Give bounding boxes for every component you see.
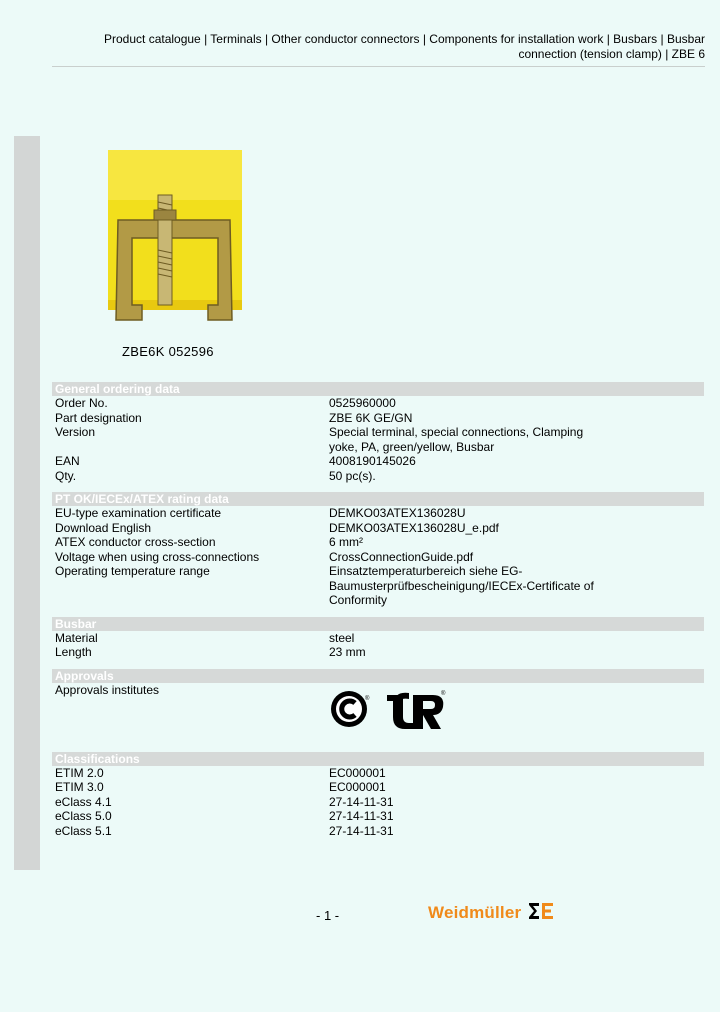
- row-label: eClass 4.1: [55, 794, 112, 809]
- row-label: ETIM 3.0: [55, 780, 104, 794]
- approval-logos: [329, 683, 594, 743]
- row-value: EC000001: [329, 765, 386, 780]
- table-row: [52, 795, 704, 810]
- csa-logo: [329, 687, 373, 731]
- table-row: [52, 535, 704, 550]
- row-label: Order No.: [55, 396, 108, 410]
- section-header: Classifications: [52, 752, 704, 766]
- breadcrumb: Product catalogue | Terminals | Other conductor connectors | Components for installation work | Busbars | Busbar connection (tension clamp) | ZBE 6: [104, 32, 705, 61]
- section-busbar: [52, 617, 704, 660]
- row-value: ZBE 6K GE/GN: [329, 410, 413, 425]
- row-label: eClass 5.0: [55, 809, 112, 823]
- row-value: 0525960000: [329, 396, 396, 410]
- row-label: Approvals institutes: [55, 682, 160, 697]
- image-caption: ZBE6K 052596: [122, 344, 214, 359]
- table-row: [52, 425, 704, 454]
- svg-text:®: ®: [365, 695, 370, 702]
- row-label: Operating temperature range: [55, 564, 210, 578]
- left-margin-bar: [14, 136, 40, 870]
- row-label: ETIM 2.0: [55, 765, 104, 780]
- row-label: eClass 5.1: [55, 823, 112, 838]
- table-row: [52, 411, 704, 426]
- table-row: [52, 645, 704, 660]
- row-value: 27-14-11-31: [329, 809, 394, 823]
- brand-name: Weidmüller: [428, 903, 522, 922]
- row-label: ATEX conductor cross-section: [55, 535, 216, 549]
- header-divider: [52, 66, 705, 67]
- weidmuller-mark-icon: [527, 900, 557, 926]
- section-classifications: [52, 752, 704, 839]
- table-row: [52, 683, 704, 743]
- table-row: [52, 631, 704, 646]
- table-row: [52, 469, 704, 484]
- row-value: 4008190145026: [329, 454, 416, 468]
- row-value: steel: [329, 630, 355, 645]
- row-label: Download English: [55, 520, 152, 535]
- row-label: Voltage when using cross-connections: [55, 549, 260, 564]
- row-label: Qty.: [55, 468, 77, 483]
- row-label: Part designation: [55, 410, 142, 425]
- page-number: - 1 -: [316, 908, 340, 923]
- table-row: [52, 780, 704, 795]
- table-row: [52, 766, 704, 781]
- section-general-ordering: [52, 382, 704, 483]
- svg-text:®: ®: [441, 690, 446, 697]
- row-value: DEMKO03ATEX136028U: [329, 506, 466, 520]
- download-link[interactable]: DEMKO03ATEX136028U_e.pdf: [329, 520, 499, 535]
- row-value: 27-14-11-31: [329, 823, 394, 838]
- row-value: EC000001: [329, 780, 386, 794]
- row-label: EU-type examination certificate: [55, 506, 222, 520]
- table-row: [52, 564, 704, 608]
- section-ptatex-rating: [52, 492, 704, 608]
- row-label: Length: [55, 645, 92, 659]
- table-row: [52, 521, 704, 536]
- table-row: [52, 809, 704, 824]
- product-data: [52, 382, 704, 847]
- row-value: 6 mm²: [329, 535, 363, 549]
- row-value: 23 mm: [329, 645, 366, 659]
- section-header: General ordering data: [52, 382, 704, 396]
- section-header: PT OK/IECEx/ATEX rating data: [52, 492, 704, 506]
- row-label: Material: [55, 630, 98, 645]
- row-value: 27-14-11-31: [329, 794, 394, 809]
- row-value: 50 pc(s).: [329, 468, 376, 483]
- section-header: Busbar: [52, 617, 704, 631]
- row-label: Version: [55, 425, 96, 439]
- table-row: [52, 824, 704, 839]
- section-approvals: [52, 669, 704, 743]
- weidmuller-logo: [428, 900, 557, 926]
- cross-connection-guide-link[interactable]: CrossConnectionGuide.pdf: [329, 549, 474, 564]
- product-image: [100, 150, 250, 335]
- ur-logo: [383, 687, 449, 731]
- section-header: Approvals: [52, 669, 704, 683]
- table-row: [52, 550, 704, 565]
- row-label: EAN: [55, 454, 80, 468]
- table-row: [52, 396, 704, 411]
- row-value: Einsatztemperaturbereich siehe EG-Baumusterprüfbescheinigung/IECEx-Certificate of Conformity: [329, 564, 594, 607]
- table-row: [52, 454, 704, 469]
- row-value: Special terminal, special connections, Clamping yoke, PA, green/yellow, Busbar: [329, 425, 584, 454]
- table-row: [52, 506, 704, 521]
